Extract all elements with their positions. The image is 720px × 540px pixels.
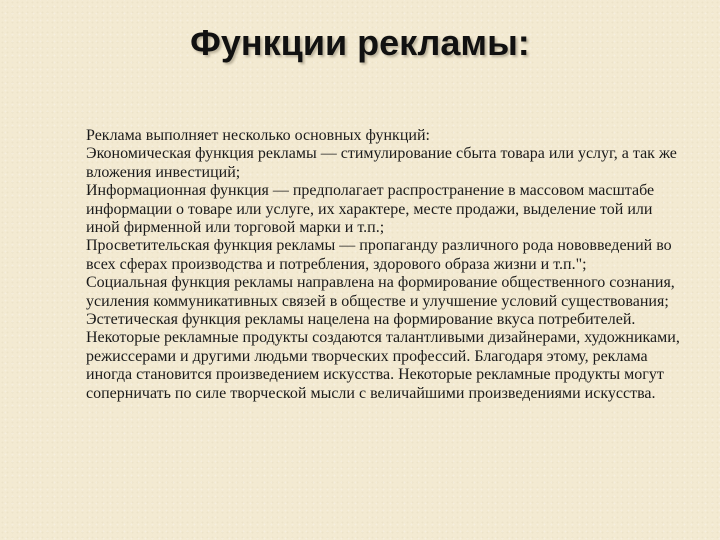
paragraph-aesthetic-function: Эстетическая функция рекламы нацелена на формирование вкуса потребителей. Некоторые рекламные продукты создаются талантливыми дизайнерами, художниками, режиссерами и другими людьми творческих профессий. Благодаря этому, реклама иногда становится произведением искусства. Некоторые рекламные продукты могут соперничать по силе творческой мысли с величайшими произведениями искусства. (86, 311, 680, 402)
paragraph-informational-function: Информационная функция — предполагает распространение в массовом масштабе информации о товаре или услуге, их характере, месте продажи, выделение той или иной фирменной или торговой марки и т.п.; (86, 182, 655, 237)
paragraph-educational-function: Просветительская функция рекламы — пропаганду различного рода нововведений во всех сферах производства и потребления, здорового образа жизни и т.п."; (86, 237, 672, 273)
paragraph-economic-function: Экономическая функция рекламы — стимулирование сбыта товара или услуг, а так же вложения инвестиций; (86, 145, 677, 181)
paragraph-intro: Реклама выполняет несколько основных функций: (86, 127, 430, 144)
slide-title: Функции рекламы: (190, 22, 530, 63)
slide-body (86, 127, 686, 403)
paragraph-social-function: Социальная функция рекламы направлена на формирование общественного сознания, усиления коммуникативных связей в обществе и улучшение условий существования; (86, 274, 675, 310)
